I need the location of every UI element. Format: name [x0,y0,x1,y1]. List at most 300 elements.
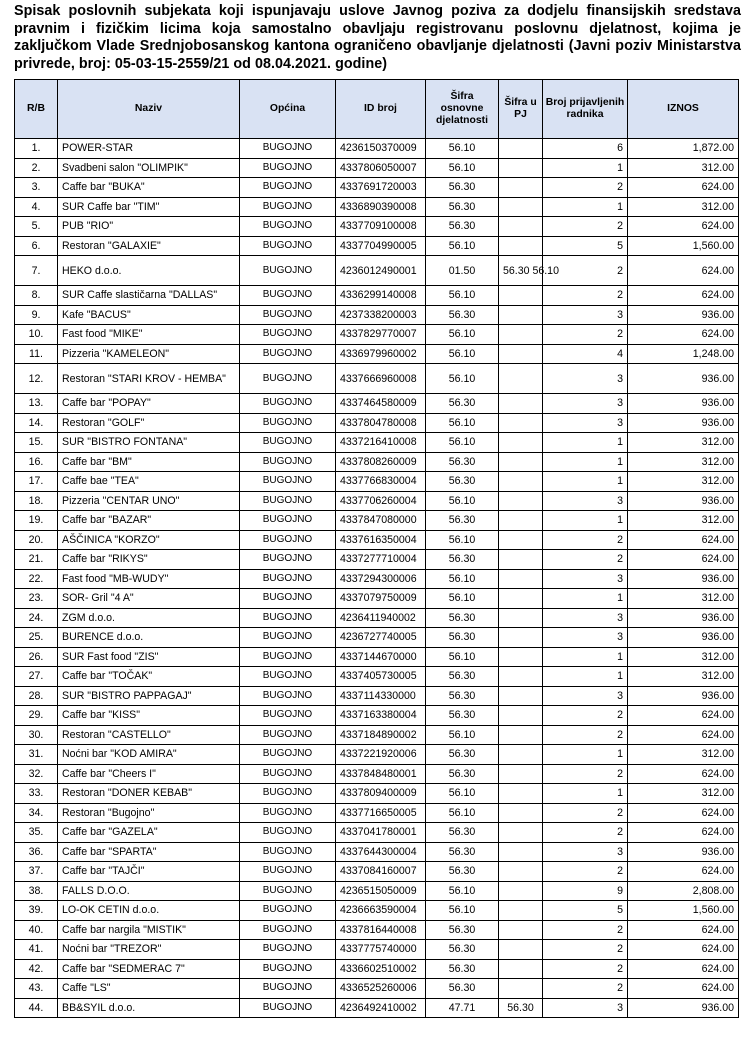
cell-iznos: 936.00 [628,608,739,628]
cell-rb: 9. [15,305,58,325]
cell-sifra-pj [499,589,543,609]
cell-sifra-pj [499,286,543,306]
cell-id-broj: 4236727740005 [336,628,426,648]
cell-broj-radnika: 3 [543,628,628,648]
cell-sifra-pj [499,706,543,726]
cell-iznos: 1,248.00 [628,344,739,364]
cell-opcina: BUGOJNO [240,433,336,453]
cell-opcina: BUGOJNO [240,178,336,198]
cell-sifra-pj [499,550,543,570]
cell-sifra-pj [499,364,543,394]
cell-sifra: 56.10 [426,286,499,306]
table-row [15,667,739,687]
cell-sifra-pj [499,764,543,784]
table-row [15,217,739,237]
cell-naziv: Restoran "Bugojno" [58,803,240,823]
cell-sifra-pj [499,325,543,345]
cell-id-broj: 4337163380004 [336,706,426,726]
cell-broj-radnika: 2 [543,530,628,550]
cell-opcina: BUGOJNO [240,364,336,394]
cell-rb: 6. [15,236,58,256]
cell-opcina: BUGOJNO [240,511,336,531]
cell-iznos: 624.00 [628,979,739,999]
cell-opcina: BUGOJNO [240,862,336,882]
cell-naziv: AŠČINICA "KORZO" [58,530,240,550]
cell-naziv: Restoran "DONER KEBAB" [58,784,240,804]
cell-naziv: Caffe bar "TAJČI" [58,862,240,882]
cell-broj-radnika: 2 [543,959,628,979]
cell-rb: 13. [15,394,58,414]
cell-sifra-pj [499,452,543,472]
cell-opcina: BUGOJNO [240,940,336,960]
cell-sifra-pj [499,608,543,628]
cell-opcina: BUGOJNO [240,158,336,178]
cell-sifra: 56.10 [426,530,499,550]
cell-rb: 5. [15,217,58,237]
cell-iznos: 624.00 [628,325,739,345]
cell-naziv: SUR "BISTRO PAPPAGAJ" [58,686,240,706]
cell-opcina: BUGOJNO [240,881,336,901]
cell-broj-radnika: 3 [543,394,628,414]
cell-id-broj: 4337277710004 [336,550,426,570]
table-row [15,628,739,648]
cell-sifra: 56.30 [426,920,499,940]
cell-opcina: BUGOJNO [240,784,336,804]
cell-id-broj: 4337294300006 [336,569,426,589]
cell-rb: 19. [15,511,58,531]
cell-broj-radnika: 2 [543,256,628,286]
table-row [15,842,739,862]
table-row [15,286,739,306]
table-row [15,158,739,178]
cell-sifra: 56.10 [426,881,499,901]
cell-sifra: 56.30 [426,842,499,862]
cell-sifra-pj [499,236,543,256]
document-heading: Spisak poslovnih subjekata koji ispunjavaju uslove Javnog poziva za dodjelu finansijskih sredstava pravnim i fizičkim licima koja samostalno obavljaju registrovanu poslovnu djelatnost, kojima je zaključkom Vlade Srednjobosanskog kantona ograničeno obavljanje djelatnosti (Javni poziv Ministarstva privrede, broj: 05-03-15-2559/21 od 08.04.2021. godine) [14,3,741,72]
cell-sifra-pj [499,178,543,198]
table-row [15,706,739,726]
cell-sifra: 56.30 [426,550,499,570]
cell-sifra: 56.30 [426,667,499,687]
cell-broj-radnika: 2 [543,178,628,198]
cell-iznos: 936.00 [628,686,739,706]
cell-broj-radnika: 3 [543,305,628,325]
cell-rb: 16. [15,452,58,472]
cell-broj-radnika: 4 [543,344,628,364]
cell-sifra: 56.30 [426,452,499,472]
table-row [15,491,739,511]
cell-broj-radnika: 9 [543,881,628,901]
cell-opcina: BUGOJNO [240,139,336,159]
cell-opcina: BUGOJNO [240,286,336,306]
cell-sifra-pj [499,433,543,453]
cell-id-broj: 4337848480001 [336,764,426,784]
cell-naziv: SOR- Gril "4 A" [58,589,240,609]
cell-iznos: 312.00 [628,472,739,492]
cell-naziv: Caffe bar "TOČAK" [58,667,240,687]
cell-id-broj: 4337144670000 [336,647,426,667]
cell-iznos: 624.00 [628,803,739,823]
cell-sifra: 56.10 [426,589,499,609]
cell-sifra-pj [499,344,543,364]
cell-id-broj: 4337806050007 [336,158,426,178]
cell-iznos: 624.00 [628,920,739,940]
cell-broj-radnika: 2 [543,550,628,570]
cell-iznos: 624.00 [628,530,739,550]
cell-iznos: 312.00 [628,784,739,804]
table-row [15,550,739,570]
cell-id-broj: 4337644300004 [336,842,426,862]
cell-id-broj: 4337084160007 [336,862,426,882]
table-row [15,256,739,286]
table-header-row [15,80,739,139]
cell-rb: 4. [15,197,58,217]
cell-sifra: 56.30 [426,178,499,198]
cell-naziv: FALLS D.O.O. [58,881,240,901]
cell-naziv: POWER-STAR [58,139,240,159]
cell-sifra: 56.30 [426,394,499,414]
cell-sifra: 56.30 [426,197,499,217]
cell-opcina: BUGOJNO [240,550,336,570]
cell-naziv: BURENCE d.o.o. [58,628,240,648]
cell-id-broj: 4337464580009 [336,394,426,414]
cell-id-broj: 4236492410002 [336,998,426,1018]
cell-opcina: BUGOJNO [240,197,336,217]
cell-sifra: 47.71 [426,998,499,1018]
table-row [15,344,739,364]
cell-opcina: BUGOJNO [240,452,336,472]
cell-id-broj: 4337079750009 [336,589,426,609]
cell-sifra-pj [499,197,543,217]
cell-sifra: 56.10 [426,413,499,433]
cell-rb: 39. [15,901,58,921]
cell-opcina: BUGOJNO [240,959,336,979]
cell-id-broj: 4337716650005 [336,803,426,823]
cell-broj-radnika: 1 [543,647,628,667]
cell-broj-radnika: 1 [543,472,628,492]
cell-iznos: 936.00 [628,491,739,511]
cell-sifra-pj [499,647,543,667]
cell-rb: 43. [15,979,58,999]
cell-rb: 37. [15,862,58,882]
cell-broj-radnika: 5 [543,901,628,921]
cell-naziv: Caffe bar "GAZELA" [58,823,240,843]
cell-rb: 12. [15,364,58,394]
cell-rb: 29. [15,706,58,726]
cell-id-broj: 4337829770007 [336,325,426,345]
column-header-broj-radnika: Broj prijavljenih radnika [543,80,628,139]
cell-id-broj: 4337616350004 [336,530,426,550]
table-row [15,197,739,217]
cell-rb: 28. [15,686,58,706]
cell-rb: 26. [15,647,58,667]
cell-opcina: BUGOJNO [240,686,336,706]
cell-sifra: 56.30 [426,959,499,979]
cell-iznos: 936.00 [628,305,739,325]
table-row [15,472,739,492]
cell-opcina: BUGOJNO [240,979,336,999]
table-row [15,530,739,550]
cell-broj-radnika: 2 [543,764,628,784]
cell-sifra: 01.50 [426,256,499,286]
table-row [15,452,739,472]
table-row [15,394,739,414]
cell-sifra: 56.10 [426,433,499,453]
cell-opcina: BUGOJNO [240,803,336,823]
cell-naziv: Caffe bar "BM" [58,452,240,472]
table-row [15,511,739,531]
cell-iznos: 1,560.00 [628,901,739,921]
cell-opcina: BUGOJNO [240,628,336,648]
table-row [15,236,739,256]
cell-rb: 20. [15,530,58,550]
cell-iznos: 1,872.00 [628,139,739,159]
cell-naziv: BB&SYIL d.o.o. [58,998,240,1018]
cell-sifra-pj [499,158,543,178]
cell-sifra: 56.10 [426,803,499,823]
cell-id-broj: 4337775740000 [336,940,426,960]
cell-iznos: 936.00 [628,413,739,433]
cell-broj-radnika: 1 [543,433,628,453]
cell-rb: 7. [15,256,58,286]
cell-rb: 34. [15,803,58,823]
cell-naziv: Pizzeria "CENTAR UNO" [58,491,240,511]
cell-id-broj: 4236012490001 [336,256,426,286]
table-row [15,920,739,940]
cell-naziv: SUR Fast food "ZIS" [58,647,240,667]
table-row [15,178,739,198]
cell-sifra: 56.10 [426,725,499,745]
cell-sifra-pj [499,394,543,414]
cell-iznos: 936.00 [628,569,739,589]
table-row [15,940,739,960]
cell-opcina: BUGOJNO [240,413,336,433]
cell-iznos: 936.00 [628,628,739,648]
cell-opcina: BUGOJNO [240,920,336,940]
cell-sifra: 56.10 [426,325,499,345]
cell-rb: 40. [15,920,58,940]
cell-broj-radnika: 2 [543,862,628,882]
cell-rb: 36. [15,842,58,862]
table-row [15,647,739,667]
cell-rb: 3. [15,178,58,198]
cell-opcina: BUGOJNO [240,901,336,921]
cell-id-broj: 4337847080000 [336,511,426,531]
cell-broj-radnika: 3 [543,608,628,628]
cell-opcina: BUGOJNO [240,706,336,726]
cell-id-broj: 4337216410008 [336,433,426,453]
cell-sifra-pj [499,491,543,511]
cell-broj-radnika: 1 [543,667,628,687]
cell-naziv: LO-OK CETIN d.o.o. [58,901,240,921]
table-row [15,364,739,394]
cell-broj-radnika: 3 [543,998,628,1018]
table-row [15,979,739,999]
cell-sifra: 56.30 [426,608,499,628]
cell-sifra-pj [499,959,543,979]
cell-opcina: BUGOJNO [240,472,336,492]
cell-sifra: 56.30 [426,764,499,784]
cell-id-broj: 4337706260004 [336,491,426,511]
cell-iznos: 312.00 [628,511,739,531]
cell-sifra: 56.30 [426,472,499,492]
cell-naziv: Caffe bar "POPAY" [58,394,240,414]
cell-sifra-pj [499,803,543,823]
cell-naziv: Restoran "CASTELLO" [58,725,240,745]
table-row [15,305,739,325]
cell-sifra-pj [499,413,543,433]
cell-iznos: 312.00 [628,589,739,609]
cell-id-broj: 4336890390008 [336,197,426,217]
cell-broj-radnika: 6 [543,139,628,159]
cell-sifra: 56.10 [426,784,499,804]
cell-id-broj: 4337709100008 [336,217,426,237]
cell-id-broj: 4337666960008 [336,364,426,394]
table-row [15,745,739,765]
cell-sifra-pj [499,628,543,648]
cell-iznos: 624.00 [628,823,739,843]
cell-naziv: SUR "BISTRO FONTANA" [58,433,240,453]
cell-naziv: Caffe bar "SEDMERAC 7" [58,959,240,979]
table-row [15,764,739,784]
cell-iznos: 624.00 [628,178,739,198]
cell-iznos: 936.00 [628,364,739,394]
cell-sifra-pj [499,823,543,843]
cell-id-broj: 4337405730005 [336,667,426,687]
cell-opcina: BUGOJNO [240,394,336,414]
cell-iznos: 624.00 [628,764,739,784]
cell-naziv: Caffe bar nargila "MISTIK" [58,920,240,940]
cell-broj-radnika: 3 [543,491,628,511]
cell-broj-radnika: 1 [543,784,628,804]
beneficiaries-table [14,79,739,1018]
cell-opcina: BUGOJNO [240,842,336,862]
cell-id-broj: 4236150370009 [336,139,426,159]
cell-opcina: BUGOJNO [240,823,336,843]
cell-iznos: 624.00 [628,706,739,726]
cell-opcina: BUGOJNO [240,256,336,286]
cell-rb: 2. [15,158,58,178]
cell-id-broj: 4337766830004 [336,472,426,492]
cell-rb: 23. [15,589,58,609]
cell-broj-radnika: 2 [543,325,628,345]
cell-rb: 32. [15,764,58,784]
cell-sifra-pj [499,217,543,237]
cell-sifra-pj [499,881,543,901]
cell-id-broj: 4237338200003 [336,305,426,325]
cell-sifra: 56.30 [426,862,499,882]
cell-sifra: 56.30 [426,511,499,531]
cell-iznos: 936.00 [628,998,739,1018]
cell-iznos: 312.00 [628,158,739,178]
cell-sifra-pj [499,305,543,325]
cell-broj-radnika: 2 [543,920,628,940]
cell-naziv: Svadbeni salon "OLIMPIK" [58,158,240,178]
cell-sifra-pj [499,784,543,804]
cell-sifra: 56.30 [426,823,499,843]
table-row [15,901,739,921]
cell-rb: 18. [15,491,58,511]
cell-opcina: BUGOJNO [240,344,336,364]
cell-naziv: Caffe bar "BUKA" [58,178,240,198]
cell-id-broj: 4236663590004 [336,901,426,921]
cell-iznos: 624.00 [628,940,739,960]
cell-rb: 15. [15,433,58,453]
cell-opcina: BUGOJNO [240,608,336,628]
cell-broj-radnika: 3 [543,569,628,589]
cell-iznos: 312.00 [628,667,739,687]
cell-naziv: Caffe bar "Cheers I" [58,764,240,784]
cell-sifra: 56.10 [426,901,499,921]
cell-naziv: Restoran "GALAXIE" [58,236,240,256]
table-row [15,725,739,745]
cell-rb: 35. [15,823,58,843]
cell-id-broj: 4337184890002 [336,725,426,745]
cell-sifra: 56.30 [426,940,499,960]
cell-rb: 24. [15,608,58,628]
cell-broj-radnika: 3 [543,842,628,862]
table-row [15,608,739,628]
cell-iznos: 312.00 [628,647,739,667]
cell-broj-radnika: 3 [543,364,628,394]
cell-rb: 17. [15,472,58,492]
cell-broj-radnika: 5 [543,236,628,256]
cell-naziv: Caffe bar "BAZAR" [58,511,240,531]
cell-sifra: 56.30 [426,305,499,325]
cell-id-broj: 4337691720003 [336,178,426,198]
cell-id-broj: 4337704990005 [336,236,426,256]
cell-broj-radnika: 3 [543,413,628,433]
cell-opcina: BUGOJNO [240,745,336,765]
table-body [15,139,739,1018]
cell-id-broj: 4236411940002 [336,608,426,628]
column-header-naziv: Naziv [58,80,240,139]
cell-sifra: 56.30 [426,217,499,237]
cell-broj-radnika: 1 [543,158,628,178]
cell-sifra-pj: 56.30 [499,998,543,1018]
table-row [15,862,739,882]
cell-broj-radnika: 1 [543,197,628,217]
cell-opcina: BUGOJNO [240,217,336,237]
cell-broj-radnika: 1 [543,511,628,531]
cell-naziv: PUB "RIO" [58,217,240,237]
cell-opcina: BUGOJNO [240,325,336,345]
cell-opcina: BUGOJNO [240,236,336,256]
cell-sifra: 56.30 [426,628,499,648]
cell-iznos: 624.00 [628,862,739,882]
cell-id-broj: 4236515050009 [336,881,426,901]
cell-sifra-pj [499,511,543,531]
column-header-sifra: Šifra osnovne djelatnosti [426,80,499,139]
cell-sifra-pj [499,667,543,687]
table-row [15,823,739,843]
cell-id-broj: 4337816440008 [336,920,426,940]
cell-sifra-pj [499,530,543,550]
table-row [15,686,739,706]
cell-broj-radnika: 2 [543,803,628,823]
cell-rb: 42. [15,959,58,979]
cell-broj-radnika: 2 [543,706,628,726]
table-row [15,325,739,345]
cell-opcina: BUGOJNO [240,667,336,687]
cell-opcina: BUGOJNO [240,530,336,550]
cell-naziv: ZGM d.o.o. [58,608,240,628]
table-row [15,803,739,823]
cell-sifra: 56.30 [426,706,499,726]
cell-opcina: BUGOJNO [240,589,336,609]
cell-sifra: 56.10 [426,236,499,256]
cell-sifra: 56.10 [426,344,499,364]
